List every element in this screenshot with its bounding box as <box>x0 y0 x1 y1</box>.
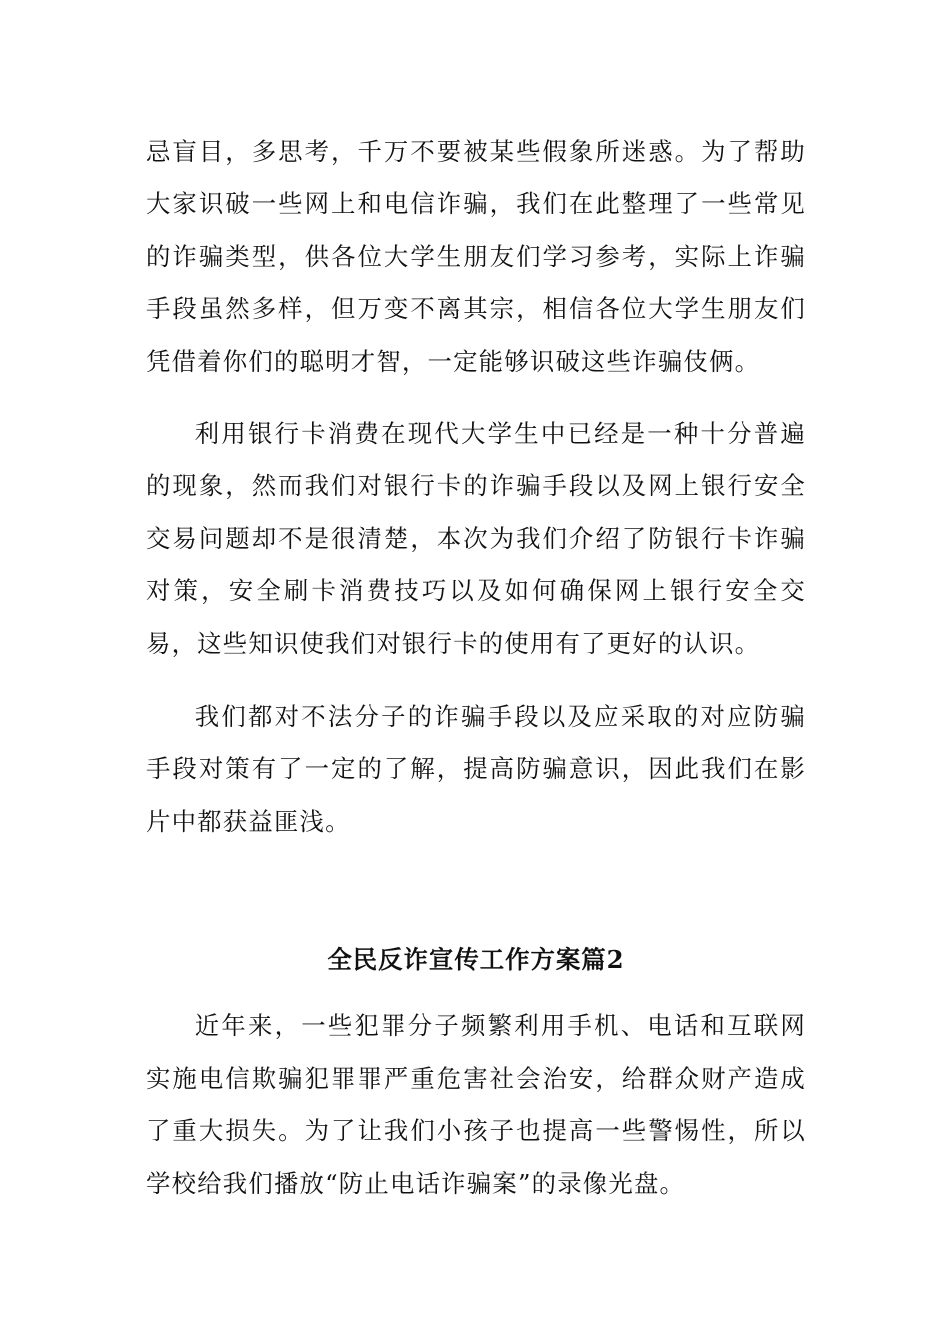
paragraph-section-intro: 近年来，一些犯罪分子频繁利用手机、电话和互联网实施电信欺骗犯罪罪严重危害社会治安，给群众财产造成了重大损失。为了让我们小孩子也提高一些警惕性，所以学校给我们播放“防止电话诈骗案”的录像光盘。 <box>146 1011 806 1198</box>
paragraph-bank-card: 利用银行卡消费在现代大学生中已经是一种十分普遍的现象，然而我们对银行卡的诈骗手段以及网上银行安全交易问题却不是很清楚，本次为我们介绍了防银行卡诈骗对策，安全刷卡消费技巧以及如何确保网上银行安全交易，这些知识使我们对银行卡的使用有了更好的认识。 <box>146 419 806 658</box>
document-page <box>146 126 806 1210</box>
paragraph-continued: 忌盲目，多思考，千万不要被某些假象所迷惑。为了帮助大家识破一些网上和电信诈骗，我们在此整理了一些常见的诈骗类型，供各位大学生朋友们学习参考，实际上诈骗手段虽然多样，但万变不离其宗，相信各位大学生朋友们凭借着你们的聪明才智，一定能够识破这些诈骗伎俩。 <box>146 137 806 376</box>
paragraph-summary: 我们都对不法分子的诈骗手段以及应采取的对应防骗手段对策有了一定的了解，提高防骗意识，因此我们在影片中都获益匪浅。 <box>146 702 806 836</box>
section-heading: 全民反诈宣传工作方案篇2 <box>327 945 625 975</box>
